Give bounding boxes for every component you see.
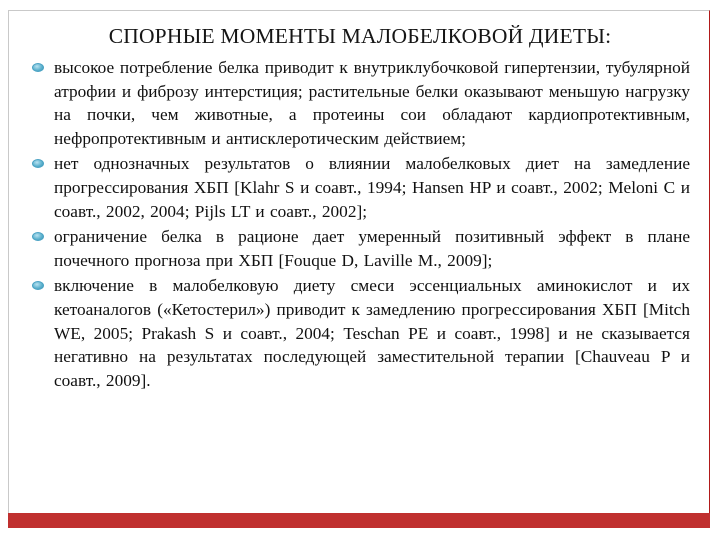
- list-item: [30, 152, 690, 223]
- list-item: [30, 274, 690, 392]
- list-item-text: нет однозначных результатов о влиянии малобелковых диет на замедление прогрессирования ХБП [Klahr S и соавт., 1994; Hansen HP и соавт., 2002; Meloni C и соавт., 2002, 2004; Pijls LT и соавт., 2002];: [54, 154, 690, 221]
- bottom-accent-bar: [8, 513, 710, 528]
- list-item: [30, 56, 690, 150]
- round-blue-bullet-icon: [32, 281, 44, 290]
- slide-title: СПОРНЫЕ МОМЕНТЫ МАЛОБЕЛКОВОЙ ДИЕТЫ:: [108, 24, 612, 48]
- list-item-text: высокое потребление белка приводит к внутриклубочковой гипертензии, тубулярной атрофии и фиброзу интерстиция; растительные белки оказывают меньшую нагрузку на почки, чем животные, а протеины сои обладают кардиопротективным, нефропротективным и антисклеротическим действием;: [54, 58, 690, 148]
- bullet-list: [30, 56, 690, 394]
- list-item-text: включение в малобелковую диету смеси эссенциальных аминокислот и их кетоаналогов («Кетостерил») приводит к замедлению прогрессирования ХБП [Mitch WE, 2005; Prakash S и соавт., 2004; Teschan PE и соавт., 1998] и не сказывается негативно на результатах последующей заместительной терапии [Chauveau P и соавт., 2009].: [54, 276, 690, 390]
- list-item-text: ограничение белка в рационе дает умеренный позитивный эффект в плане почечного прогноза при ХБП [Fouque D, Laville M., 2009];: [54, 227, 690, 270]
- list-item: [30, 225, 690, 272]
- round-blue-bullet-icon: [32, 159, 44, 168]
- round-blue-bullet-icon: [32, 63, 44, 72]
- round-blue-bullet-icon: [32, 232, 44, 241]
